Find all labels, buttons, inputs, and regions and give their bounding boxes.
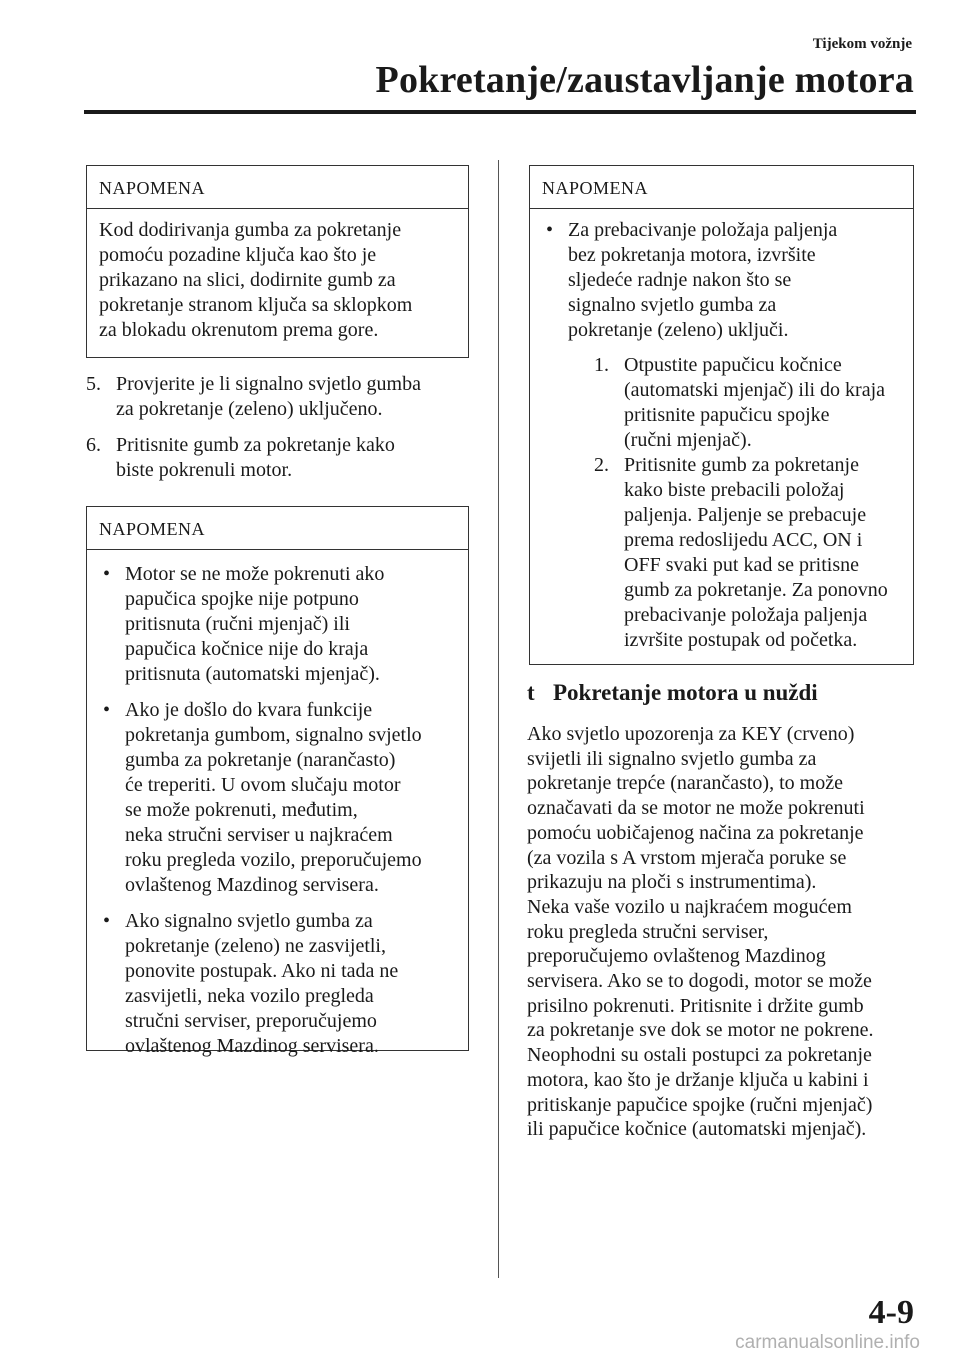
section-paragraph (527, 722, 917, 1142)
bullet-line: stručni serviser, preporučujemo (125, 1010, 377, 1032)
step-line: izvršite postupak od početka. (624, 629, 858, 651)
note-line: pomoću pozadine ključa kao što je (99, 244, 377, 266)
note-line: za blokadu okrenutom prema gore. (99, 319, 379, 341)
note-box-ignition-switching (529, 165, 914, 665)
section-marker: t (527, 680, 535, 705)
step-line: Pritisnite gumb za pokretanje kako (116, 434, 395, 456)
step-number: 1. (594, 354, 609, 376)
sub-step-item (594, 453, 901, 653)
step-line: paljenja. Paljenje se prebacuje (624, 504, 867, 526)
bullet-line: pokretanje (zeleno) uključi. (568, 319, 789, 341)
bullet-line: pritisnuta (automatski mjenjač). (125, 663, 380, 685)
bullet-line: Ako je došlo do kvara funkcije (125, 699, 373, 721)
step-line: Otpustite papučicu kočnice (624, 354, 842, 376)
bullet-line: se može pokrenuti, međutim, (125, 799, 358, 821)
bullet-line: signalno svjetlo gumba za (568, 294, 777, 316)
note-body (87, 209, 468, 353)
bullet-line: neka stručni serviser u najkraćem (125, 824, 393, 846)
paragraph-line: pomoću uobičajenog načina za pokretanje (527, 821, 864, 844)
section-heading (527, 680, 818, 706)
step-line: pritisnite papučicu spojke (624, 404, 830, 426)
bullet-line: ovlaštenog Mazdinog servisera. (125, 874, 379, 896)
bullet-line: gumba za pokretanje (narančasto) (125, 749, 396, 771)
step-item (86, 433, 476, 483)
paragraph-line: prisilno pokrenuti. Pritisnite i držite gumb (527, 994, 864, 1017)
step-line: za pokretanje (zeleno) uključeno. (116, 398, 383, 420)
paragraph-line: roku pregleda stručni serviser, (527, 920, 769, 943)
step-line: prebacivanje položaja paljenja (624, 604, 868, 626)
step-line: (automatski mjenjač) ili do kraja (624, 379, 886, 401)
bullet-line: zasvijetli, neka vozilo pregleda (125, 985, 374, 1007)
step-line: gumb za pokretanje. Za ponovno (624, 579, 888, 601)
bullet-line: pokretanje (zeleno) ne zasvijetli, (125, 935, 386, 957)
step-number: 5. (86, 373, 101, 395)
step-line: prema redoslijedu ACC, ON i (624, 529, 863, 551)
note-title: NAPOMENA (530, 166, 913, 209)
note-box-start-conditions (86, 506, 469, 1057)
paragraph-line: pritiskanje papučice spojke (ručni mjenjač) (527, 1093, 873, 1116)
bullet-item (99, 909, 456, 1059)
bullet-item (542, 218, 901, 653)
bullet-line: pokretanja gumbom, signalno svjetlo (125, 724, 422, 746)
paragraph-line: za pokretanje sve dok se motor ne pokrene. (527, 1019, 874, 1042)
column-divider (498, 160, 499, 1278)
note-body (87, 550, 468, 1069)
section-heading-text: Pokretanje motora u nuždi (553, 680, 818, 705)
paragraph-line: prikazuju na ploči s instrumentima). (527, 871, 817, 894)
bullet-line: će treperiti. U ovom slučaju motor (125, 774, 401, 796)
note-line: pokretanje stranom ključa sa sklopkom (99, 294, 413, 316)
paragraph-line: (za vozila s A vrstom mjerača poruke se (527, 846, 847, 869)
step-number: 2. (594, 454, 609, 476)
bullet-line: sljedeće radnje nakon što se (568, 269, 792, 291)
watermark-text: carmanualsonline.info (735, 1332, 920, 1353)
paragraph-line: motora, kao što je držanje ključa u kabini i (527, 1068, 869, 1091)
bullet-line: papučica kočnice nije do kraja (125, 638, 369, 660)
note-line: prikazano na slici, dodirnite gumb za (99, 269, 396, 291)
bullet-line: Za prebacivanje položaja paljenja (568, 219, 838, 241)
bullet-line: ponovite postupak. Ako ni tada ne (125, 960, 399, 982)
bullet-icon: • (103, 699, 111, 721)
bullet-item (99, 698, 456, 898)
page-number: 4-9 (868, 1294, 914, 1331)
note-box-touch-key (86, 165, 469, 358)
bullet-icon: • (103, 563, 111, 585)
bullet-line: roku pregleda vozilo, preporučujemo (125, 849, 422, 871)
sub-step-item (594, 353, 901, 453)
note-line: Kod dodirivanja gumba za pokretanje (99, 219, 402, 241)
paragraph-line: servisera. Ako se to dogodi, motor se može (527, 970, 872, 993)
note-body (530, 209, 913, 663)
bullet-line: Motor se ne može pokrenuti ako (125, 563, 385, 585)
note-title: NAPOMENA (87, 507, 468, 550)
paragraph-line: Neka vaše vozilo u najkraćem mogućem (527, 895, 852, 918)
paragraph-line: svijetli ili signalno svjetlo gumba za (527, 747, 817, 770)
step-line: biste pokrenuli motor. (116, 459, 293, 481)
note-title: NAPOMENA (87, 166, 468, 209)
header-rule (84, 110, 916, 114)
step-item (86, 372, 476, 422)
paragraph-line: označavati da se motor ne može pokrenuti (527, 797, 865, 820)
paragraph-line: preporučujemo ovlaštenog Mazdinog (527, 945, 826, 968)
step-line: (ručni mjenjač). (624, 429, 752, 451)
bullet-line: ovlaštenog Mazdinog servisera. (125, 1035, 379, 1057)
procedure-steps (86, 372, 476, 494)
step-line: kako biste prebacili položaj (624, 479, 845, 501)
step-line: OFF svaki put kad se pritisne (624, 554, 859, 576)
paragraph-line: Neophodni su ostali postupci za pokretanje (527, 1044, 872, 1067)
step-line: Provjerite je li signalno svjetlo gumba (116, 373, 421, 395)
page-header-title: Pokretanje/zaustavljanje motora (375, 59, 914, 101)
paragraph-line: Ako svjetlo upozorenja za KEY (crveno) (527, 723, 855, 745)
bullet-line: pritisnuta (ručni mjenjač) ili (125, 613, 350, 635)
bullet-line: papučica spojke nije potpuno (125, 588, 359, 610)
step-line: Pritisnite gumb za pokretanje (624, 454, 859, 476)
page-header-subtitle: Tijekom vožnje (812, 36, 912, 52)
bullet-icon: • (546, 219, 554, 241)
bullet-line: bez pokretanja motora, izvršite (568, 244, 816, 266)
step-number: 6. (86, 434, 101, 456)
bullet-line: Ako signalno svjetlo gumba za (125, 910, 373, 932)
sub-steps (568, 353, 901, 653)
bullet-item (99, 562, 456, 687)
paragraph-line: ili papučice kočnice (automatski mjenjač). (527, 1118, 867, 1141)
paragraph-line: pokretanje trepće (narančasto), to može (527, 772, 843, 795)
bullet-icon: • (103, 910, 111, 932)
